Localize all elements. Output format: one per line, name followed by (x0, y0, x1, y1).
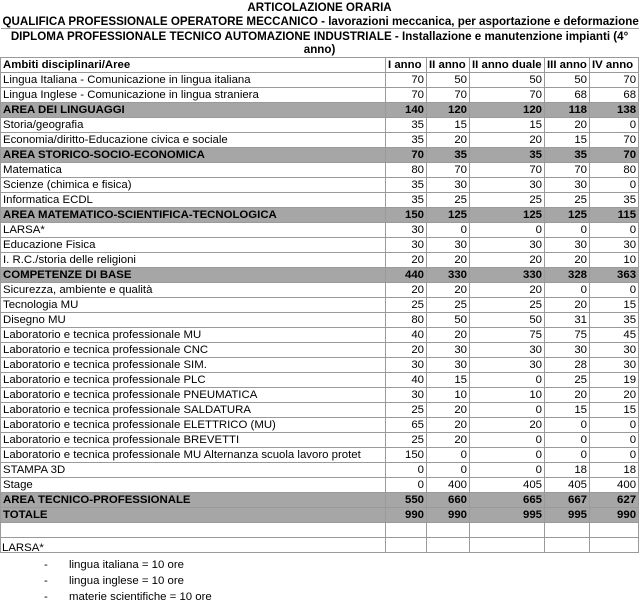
note-text: materie scientifiche = 10 ore (69, 591, 212, 603)
note-text: lingua inglese = 10 ore (69, 575, 184, 587)
table-row (1, 463, 639, 478)
hours-cell: 40 (386, 373, 427, 388)
hours-cell: 30 (470, 238, 545, 253)
empty-cell (1, 523, 386, 538)
hours-cell: 30 (590, 238, 639, 253)
hours-cell: 20 (427, 403, 470, 418)
hours-cell: 0 (545, 418, 590, 433)
subject-label: I. R.C./storia delle religioni (1, 253, 386, 268)
empty-row (1, 523, 639, 538)
hours-cell: 20 (427, 433, 470, 448)
hours-cell: 30 (427, 358, 470, 373)
hours-cell: 25 (427, 193, 470, 208)
table-row (1, 193, 639, 208)
hours-cell: 15 (427, 118, 470, 133)
hours-cell: 70 (470, 88, 545, 103)
hours-cell: 50 (427, 73, 470, 88)
subject-label: Tecnologia MU (1, 298, 386, 313)
hours-cell: 20 (590, 388, 639, 403)
hours-cell: 30 (427, 343, 470, 358)
hours-cell: 0 (590, 118, 639, 133)
hours-cell: 30 (386, 223, 427, 238)
hours-cell: 550 (386, 493, 427, 508)
hours-cell: 75 (545, 328, 590, 343)
hours-cell: 405 (545, 478, 590, 493)
subject-label: Lingua Inglese - Comunicazione in lingua straniera (1, 88, 386, 103)
hours-cell: 31 (545, 313, 590, 328)
table-row (1, 163, 639, 178)
hours-cell: 20 (386, 283, 427, 298)
empty-cell (427, 523, 470, 538)
hours-cell: 50 (427, 313, 470, 328)
hours-cell: 118 (545, 103, 590, 118)
hours-cell: 0 (427, 463, 470, 478)
subject-label: Stage (1, 478, 386, 493)
table-row (1, 343, 639, 358)
hours-cell: 995 (545, 508, 590, 523)
subject-label: Laboratorio e tecnica professionale PLC (1, 373, 386, 388)
hours-cell: 138 (590, 103, 639, 118)
hours-cell: 0 (470, 223, 545, 238)
hours-cell: 20 (470, 418, 545, 433)
hours-cell: 20 (386, 253, 427, 268)
notes-heading: LARSA* (2, 542, 44, 554)
hours-cell: 30 (470, 358, 545, 373)
hours-cell: 15 (470, 118, 545, 133)
subject-label: Laboratorio e tecnica professionale CNC (1, 343, 386, 358)
table-row (1, 448, 639, 463)
hours-cell: 35 (386, 133, 427, 148)
table-row (1, 298, 639, 313)
hours-cell: 20 (545, 253, 590, 268)
hours-cell: 667 (545, 493, 590, 508)
hours-cell: 20 (386, 343, 427, 358)
table-row (1, 283, 639, 298)
hours-cell: 15 (590, 403, 639, 418)
hours-cell: 68 (590, 88, 639, 103)
hours-cell: 20 (470, 133, 545, 148)
hours-cell: 20 (470, 253, 545, 268)
hours-cell: 35 (386, 178, 427, 193)
hours-cell: 0 (590, 433, 639, 448)
hours-cell: 10 (590, 253, 639, 268)
hours-cell: 125 (427, 208, 470, 223)
table-row (1, 313, 639, 328)
table-row (1, 358, 639, 373)
empty-cell (386, 523, 427, 538)
subject-label: Laboratorio e tecnica professionale BREVETTI (1, 433, 386, 448)
hours-cell: 30 (427, 178, 470, 193)
header-cell: I anno (386, 58, 427, 73)
subject-label: Laboratorio e tecnica professionale MU Alternanza scuola lavoro protet (1, 448, 386, 463)
subject-label: Laboratorio e tecnica professionale MU (1, 328, 386, 343)
table-row (1, 403, 639, 418)
subject-label: LARSA* (1, 223, 386, 238)
hours-cell: 35 (470, 148, 545, 163)
hours-cell: 19 (590, 373, 639, 388)
area-total-row (1, 208, 639, 223)
table-row (1, 373, 639, 388)
subject-label: AREA TECNICO-PROFESSIONALE (1, 493, 386, 508)
hours-cell: 68 (545, 88, 590, 103)
subject-label: AREA STORICO-SOCIO-ECONOMICA (1, 148, 386, 163)
diploma-title: DIPLOMA PROFESSIONALE TECNICO AUTOMAZIONE INDUSTRIALE - Installazione e manutenzione impianti (4° anno) (1, 29, 639, 58)
hours-cell: 405 (470, 478, 545, 493)
hours-cell: 75 (470, 328, 545, 343)
note-dash: - (44, 591, 48, 603)
table-row (1, 223, 639, 238)
hours-cell: 20 (545, 118, 590, 133)
hours-cell: 35 (386, 193, 427, 208)
table-row (1, 328, 639, 343)
hours-cell: 30 (545, 343, 590, 358)
hours-cell: 30 (590, 343, 639, 358)
hours-cell: 70 (545, 163, 590, 178)
empty-cell (427, 538, 470, 553)
hours-cell: 0 (545, 283, 590, 298)
hours-cell: 120 (427, 103, 470, 118)
hours-cell: 20 (545, 298, 590, 313)
hours-cell: 0 (470, 448, 545, 463)
hours-cell: 35 (386, 118, 427, 133)
hours-cell: 50 (470, 313, 545, 328)
hours-cell: 0 (427, 223, 470, 238)
area-total-row (1, 493, 639, 508)
table-row (1, 238, 639, 253)
hours-cell: 0 (545, 223, 590, 238)
table-row (1, 133, 639, 148)
hours-cell: 10 (427, 388, 470, 403)
hours-cell: 440 (386, 268, 427, 283)
sheet-title: ARTICOLAZIONE ORARIA (247, 0, 392, 14)
hours-cell: 363 (590, 268, 639, 283)
hours-cell: 330 (427, 268, 470, 283)
hours-cell: 0 (590, 178, 639, 193)
table-row (1, 478, 639, 493)
hours-cell: 35 (590, 193, 639, 208)
note-dash: - (44, 559, 48, 571)
hours-cell: 10 (470, 388, 545, 403)
hours-cell: 30 (545, 178, 590, 193)
subject-label: STAMPA 3D (1, 463, 386, 478)
hours-cell: 15 (545, 133, 590, 148)
hours-cell: 80 (386, 313, 427, 328)
subject-label: COMPETENZE DI BASE (1, 268, 386, 283)
empty-cell (386, 538, 427, 553)
hours-cell: 140 (386, 103, 427, 118)
empty-cell (590, 523, 639, 538)
empty-cell (470, 538, 545, 553)
hours-cell: 30 (386, 358, 427, 373)
hours-cell: 400 (427, 478, 470, 493)
hours-cell: 0 (545, 433, 590, 448)
table-row (1, 178, 639, 193)
hours-cell: 20 (545, 388, 590, 403)
hours-cell: 25 (470, 193, 545, 208)
subject-label: Matematica (1, 163, 386, 178)
hours-cell: 120 (470, 103, 545, 118)
hours-cell: 15 (545, 403, 590, 418)
table-row (1, 418, 639, 433)
hours-cell: 70 (590, 148, 639, 163)
hours-cell: 990 (590, 508, 639, 523)
hours-cell: 400 (590, 478, 639, 493)
larsa-notes (2, 540, 212, 605)
hours-cell: 0 (590, 223, 639, 238)
hours-cell: 660 (427, 493, 470, 508)
note-dash: - (44, 575, 48, 587)
hours-cell: 80 (590, 163, 639, 178)
subject-label: AREA DEI LINGUAGGI (1, 103, 386, 118)
hours-cell: 28 (545, 358, 590, 373)
subject-label: Laboratorio e tecnica professionale PNEUMATICA (1, 388, 386, 403)
title-row (1, 0, 639, 14)
empty-cell (545, 523, 590, 538)
subject-label: Disegno MU (1, 313, 386, 328)
hours-cell: 70 (470, 163, 545, 178)
note-item (2, 573, 184, 589)
hours-cell: 125 (470, 208, 545, 223)
hours-cell: 65 (386, 418, 427, 433)
hours-cell: 0 (545, 448, 590, 463)
note-item (2, 557, 184, 573)
hours-cell: 665 (470, 493, 545, 508)
hours-cell: 995 (470, 508, 545, 523)
hours-cell: 70 (427, 163, 470, 178)
hours-cell: 125 (545, 208, 590, 223)
subject-label: Laboratorio e tecnica professionale SIM. (1, 358, 386, 373)
subject-label: AREA MATEMATICO-SCIENTIFICA-TECNOLOGICA (1, 208, 386, 223)
table-row (1, 253, 639, 268)
hours-cell: 20 (470, 283, 545, 298)
hours-cell: 20 (427, 253, 470, 268)
hours-cell: 35 (545, 148, 590, 163)
area-total-row (1, 103, 639, 118)
hours-cell: 70 (386, 88, 427, 103)
hours-cell: 0 (427, 448, 470, 463)
subject-label: Economia/diritto-Educazione civica e sociale (1, 133, 386, 148)
hours-cell: 25 (427, 298, 470, 313)
hours-cell: 25 (386, 403, 427, 418)
header-cell: III anno (545, 58, 590, 73)
hours-cell: 20 (427, 283, 470, 298)
note-text: lingua italiana = 10 ore (69, 559, 184, 571)
hours-cell: 330 (470, 268, 545, 283)
hours-cell: 70 (590, 133, 639, 148)
hours-cell: 45 (590, 328, 639, 343)
hours-cell: 70 (386, 148, 427, 163)
hours-cell: 25 (386, 433, 427, 448)
table-row (1, 388, 639, 403)
hours-cell: 20 (427, 418, 470, 433)
hours-cell: 30 (470, 178, 545, 193)
hours-cell: 25 (545, 373, 590, 388)
hours-cell: 30 (545, 238, 590, 253)
header-cell: II anno (427, 58, 470, 73)
table-row (1, 118, 639, 133)
hours-cell: 627 (590, 493, 639, 508)
area-total-row (1, 508, 639, 523)
hours-cell: 30 (386, 388, 427, 403)
hours-cell: 18 (590, 463, 639, 478)
hours-cell: 0 (386, 463, 427, 478)
subject-label: Informatica ECDL (1, 193, 386, 208)
empty-cell (470, 523, 545, 538)
area-total-row (1, 268, 639, 283)
hours-cell: 150 (386, 208, 427, 223)
subject-label: Lingua Italiana - Comunicazione in lingua italiana (1, 73, 386, 88)
hours-cell: 0 (470, 433, 545, 448)
subject-label: TOTALE (1, 508, 386, 523)
subject-label: Educazione Fisica (1, 238, 386, 253)
table-row (1, 73, 639, 88)
hours-cell: 25 (470, 298, 545, 313)
hours-cell: 30 (427, 238, 470, 253)
hours-cell: 50 (470, 73, 545, 88)
hours-cell: 50 (545, 73, 590, 88)
hours-cell: 0 (470, 403, 545, 418)
hours-cell: 70 (427, 88, 470, 103)
hours-cell: 0 (470, 463, 545, 478)
hours-cell: 0 (590, 448, 639, 463)
empty-cell (1, 538, 386, 553)
subject-label: Storia/geografia (1, 118, 386, 133)
hours-cell: 20 (427, 133, 470, 148)
hours-cell: 40 (386, 328, 427, 343)
subject-label: Scienze (chimica e fisica) (1, 178, 386, 193)
empty-row (1, 538, 639, 553)
header-cell: II anno duale (470, 58, 545, 73)
hours-cell: 30 (590, 358, 639, 373)
table-row (1, 433, 639, 448)
table-header (1, 58, 639, 73)
hours-cell: 30 (470, 343, 545, 358)
subject-label: Laboratorio e tecnica professionale SALDATURA (1, 403, 386, 418)
hours-cell: 25 (386, 298, 427, 313)
hours-cell: 0 (386, 478, 427, 493)
hours-cell: 20 (427, 328, 470, 343)
table-row (1, 88, 639, 103)
note-item (2, 589, 212, 605)
hours-cell: 328 (545, 268, 590, 283)
diploma-row (1, 29, 639, 58)
hours-cell: 80 (386, 163, 427, 178)
hours-cell: 18 (545, 463, 590, 478)
qualification-row (1, 14, 639, 29)
hours-cell: 990 (427, 508, 470, 523)
hours-cell: 70 (590, 73, 639, 88)
hours-cell: 0 (470, 373, 545, 388)
hours-cell: 15 (427, 373, 470, 388)
hours-cell: 990 (386, 508, 427, 523)
hours-cell: 35 (590, 313, 639, 328)
header-cell: Ambiti disciplinari/Aree (1, 58, 386, 73)
area-total-row (1, 148, 639, 163)
hours-cell: 70 (386, 73, 427, 88)
hours-cell: 150 (386, 448, 427, 463)
header-cell: IV anno (590, 58, 639, 73)
subject-label: Laboratorio e tecnica professionale ELETTRICO (MU) (1, 418, 386, 433)
subject-label: Sicurezza, ambiente e qualità (1, 283, 386, 298)
empty-cell (590, 538, 639, 553)
qualification-title: QUALIFICA PROFESSIONALE OPERATORE MECCANICO - lavorazioni meccanica, per asportazione e deformazione (2, 14, 639, 28)
hours-cell: 15 (590, 298, 639, 313)
hours-cell: 35 (427, 148, 470, 163)
hours-cell: 0 (590, 418, 639, 433)
empty-cell (545, 538, 590, 553)
hours-cell: 0 (590, 283, 639, 298)
hours-cell: 30 (386, 238, 427, 253)
hours-cell: 115 (590, 208, 639, 223)
hours-cell: 25 (545, 193, 590, 208)
